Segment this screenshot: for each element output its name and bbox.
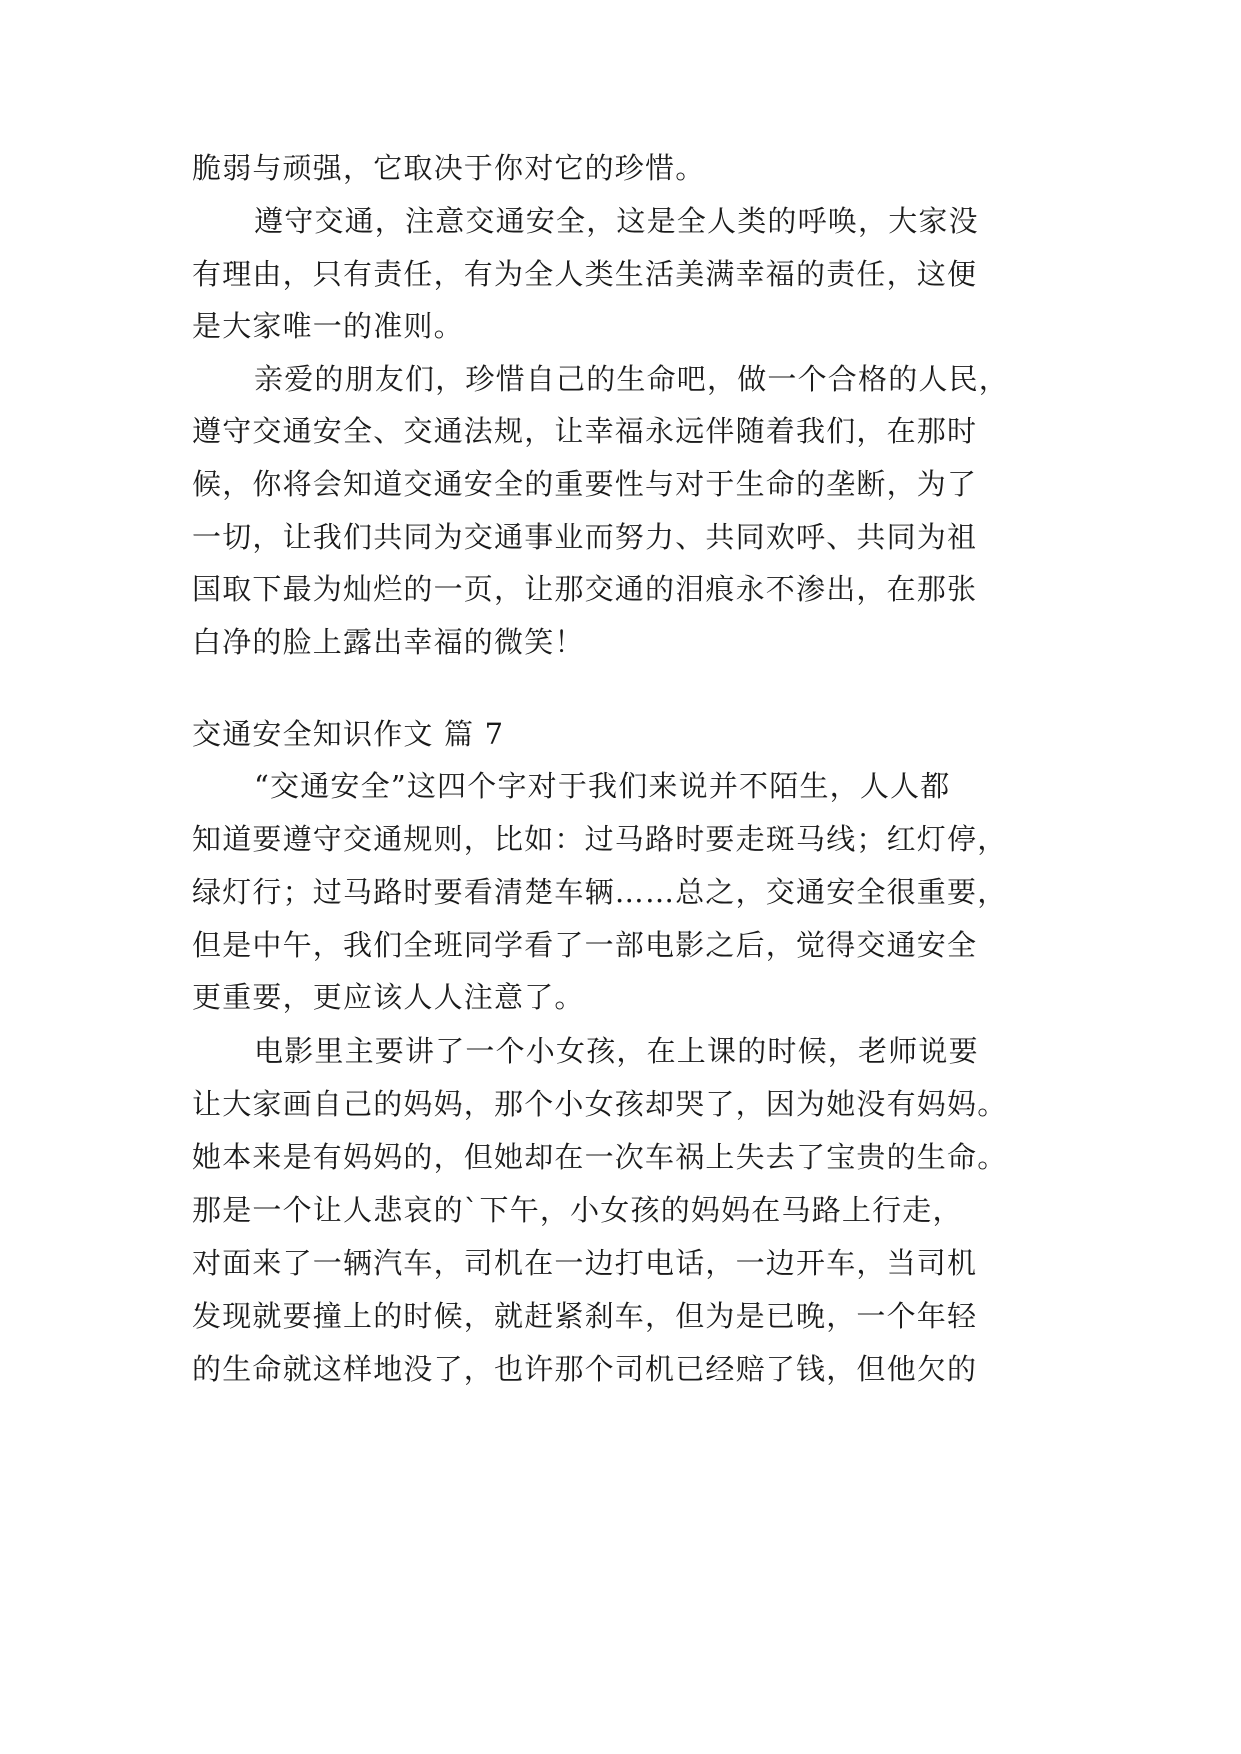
paragraph-line: 电影里主要讲了一个小女孩，在上课的时候，老师说要 [254,1034,979,1068]
paragraph-line: 发现就要撞上的时候，就赶紧刹车，但为是已晚，一个年轻 [192,1299,978,1333]
paragraph-line: 有理由，只有责任，有为全人类生活美满幸福的责任，这便 [192,257,978,291]
paragraph-line: 一切，让我们共同为交通事业而努力、共同欢呼、共同为祖 [192,520,978,554]
paragraph-line: 对面来了一辆汽车，司机在一边打电话，一边开车，当司机 [192,1246,978,1280]
paragraph-line: 候，你将会知道交通安全的重要性与对于生命的垄断，为了 [192,467,978,501]
paragraph-line: 让大家画自己的妈妈，那个小女孩却哭了，因为她没有妈妈。 [192,1087,1008,1121]
paragraph-line: 脆弱与顽强，它取决于你对它的珍惜。 [192,151,706,185]
paragraph-line: 白净的脸上露出幸福的微笑！ [192,625,585,659]
paragraph-line: 亲爱的朋友们，珍惜自己的生命吧，做一个合格的人民， [254,362,1010,396]
paragraph-line: 的生命就这样地没了，也许那个司机已经赔了钱，但他欠的 [192,1352,978,1386]
paragraph-line: 绿灯行；过马路时要看清楚车辆……总之，交通安全很重要， [192,875,1008,909]
paragraph-line: “交通安全”这四个字对于我们来说并不陌生，人人都 [254,769,951,803]
paragraph-line: 国取下最为灿烂的一页，让那交通的泪痕永不渗出，在那张 [192,572,978,606]
paragraph-line: 她本来是有妈妈的，但她却在一次车祸上失去了宝贵的生命。 [192,1140,1008,1174]
paragraph-line: 遵守交通安全、交通法规，让幸福永远伴随着我们，在那时 [192,414,978,448]
paragraph-line: 更重要，更应该人人注意了。 [192,980,585,1014]
paragraph-line: 那是一个让人悲哀的`下午，小女孩的妈妈在马路上行走， [192,1193,963,1227]
paragraph-line: 知道要遵守交通规则，比如：过马路时要走斑马线；红灯停， [192,822,1008,856]
paragraph-line: 但是中午，我们全班同学看了一部电影之后，觉得交通安全 [192,928,978,962]
paragraph-line: 是大家唯一的准则。 [192,309,464,343]
paragraph-line: 遵守交通，注意交通安全，这是全人类的呼唤，大家没 [254,204,979,238]
section-heading: 交通安全知识作文 篇 7 [192,717,505,751]
